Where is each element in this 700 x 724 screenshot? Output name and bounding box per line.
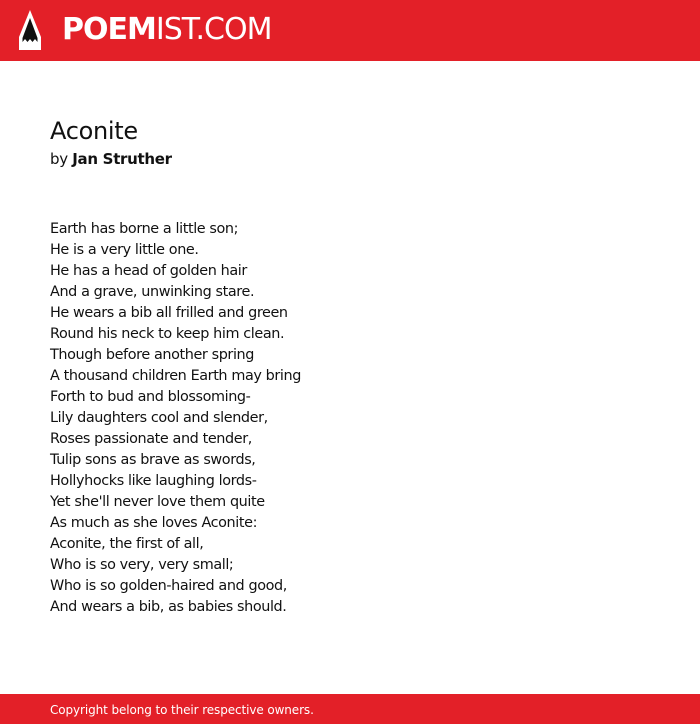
poem-line: Roses passionate and tender, [50, 431, 252, 447]
poem-line: Lily daughters cool and slender, [50, 410, 268, 426]
poem-line: Though before another spring [50, 347, 255, 363]
poem-author: Jan Struther [72, 150, 172, 168]
poem-line: Forth to bud and blossoming- [50, 389, 251, 405]
poem-title: Aconite [50, 117, 138, 145]
site-header [0, 0, 700, 61]
poem-line: And a grave, unwinking stare. [50, 284, 255, 300]
byline-label: by [50, 150, 68, 168]
poem-byline [50, 149, 172, 169]
pencil-icon [18, 9, 42, 51]
site-logo-link[interactable] [18, 8, 271, 52]
site-logo-text [62, 12, 272, 47]
poem-line: Earth has borne a little son; [50, 221, 239, 237]
poem-line: Yet she'll never love them quite [50, 494, 265, 510]
poem-line: Tulip sons as brave as swords, [50, 452, 256, 468]
poem-body [50, 219, 301, 618]
poem-line: Hollyhocks like laughing lords- [50, 473, 257, 489]
poem-line: Aconite, the first of all, [50, 536, 204, 552]
poem-line: As much as she loves Aconite: [50, 515, 258, 531]
poem-line: Round his neck to keep him clean. [50, 326, 285, 342]
footer-copyright: Copyright belong to their respective owners. [50, 703, 314, 717]
logo-text-bold: POEM [62, 12, 156, 47]
site-footer [0, 694, 700, 724]
poem-line: He is a very little one. [50, 242, 199, 258]
poem-line: And wears a bib, as babies should. [50, 599, 287, 615]
poem-line: Who is so very, very small; [50, 557, 234, 573]
poem-line: A thousand children Earth may bring [50, 368, 301, 384]
poem-line: He wears a bib all frilled and green [50, 305, 288, 321]
logo-text-light: IST.COM [155, 12, 272, 47]
poem-line: Who is so golden-haired and good, [50, 578, 287, 594]
poem-line: He has a head of golden hair [50, 263, 247, 279]
